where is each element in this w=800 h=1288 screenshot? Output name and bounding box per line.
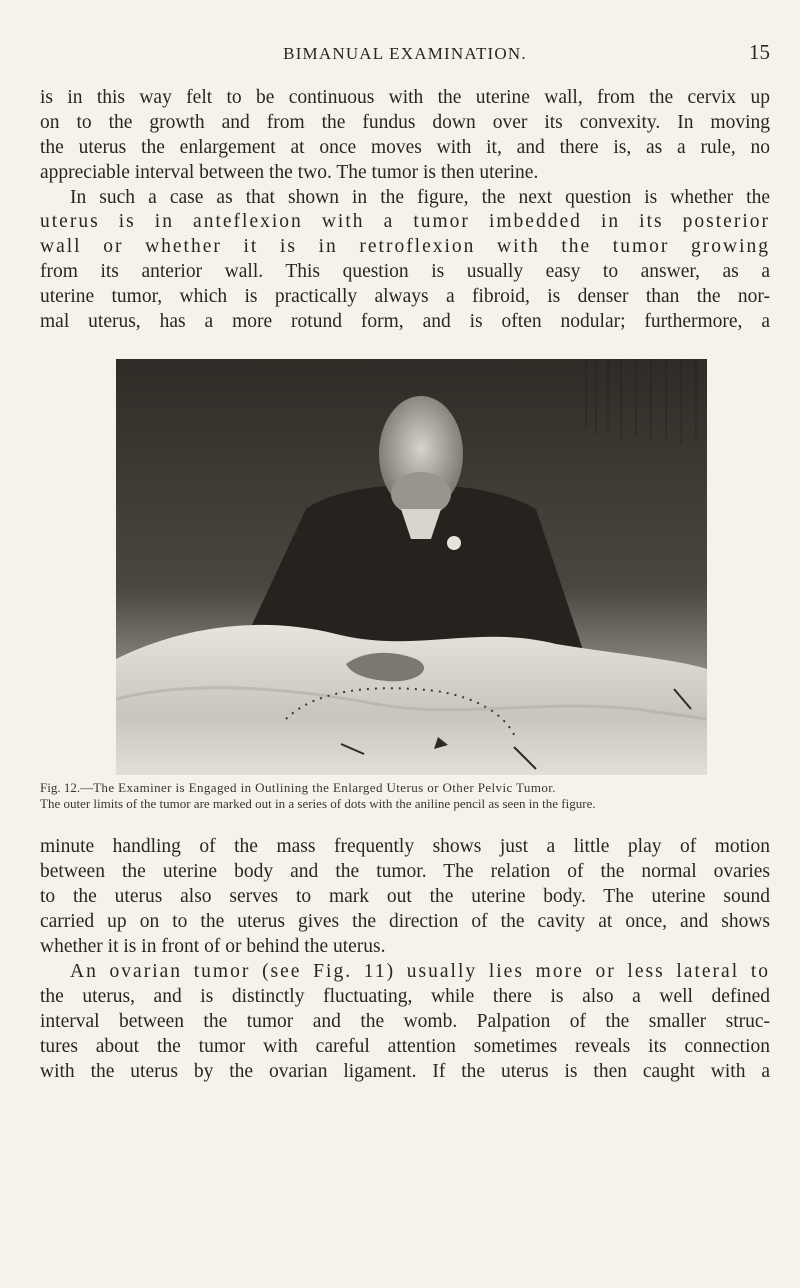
figure-photograph xyxy=(116,359,707,775)
running-title: BIMANUAL EXAMINATION. xyxy=(283,44,527,63)
text-line: to the uterus also serves to mark out the uterine body. The uterine sound xyxy=(40,886,770,907)
examination-photo-illustration xyxy=(116,359,707,775)
text-line: An ovarian tumor (see Fig. 11) usually lies more or less lateral to xyxy=(70,961,770,982)
text-line: wall or whether it is in retroflexion with the tumor growing xyxy=(40,236,770,257)
text-line: the uterus, and is distinctly fluctuating, while there is also a well defined xyxy=(40,986,770,1007)
figure-title-line: Fig. 12.—The Examiner is Engaged in Outlining the Enlarged Uterus or Other Pelvic Tumor. xyxy=(40,780,556,795)
text-line: minute handling of the mass frequently shows just a little play of motion xyxy=(40,836,770,857)
running-head xyxy=(40,40,770,68)
figure-label: Fig. 12. xyxy=(40,780,81,795)
text-line: is in this way felt to be continuous with the uterine wall, from the cervix up xyxy=(40,87,770,108)
text-line: whether it is in front of or behind the uterus. xyxy=(40,936,386,957)
text-line: interval between the tumor and the womb. Palpation of the smaller struc- xyxy=(40,1011,770,1032)
figure-caption xyxy=(40,780,770,811)
text-line: mal uterus, has a more rotund form, and is often nodular; furthermore, a xyxy=(40,311,770,332)
page-number: 15 xyxy=(749,40,770,64)
text-line: appreciable interval between the two. The tumor is then uterine. xyxy=(40,162,539,183)
text-line: In such a case as that shown in the figure, the next question is whether the xyxy=(70,187,770,208)
text-line: on to the growth and from the fundus down over its convexity. In moving xyxy=(40,112,770,133)
text-line: tures about the tumor with careful attention sometimes reveals its connection xyxy=(40,1036,770,1057)
text-line: with the uterus by the ovarian ligament. If the uterus is then caught with a xyxy=(40,1061,770,1082)
text-line: from its anterior wall. This question is usually easy to answer, as a xyxy=(40,261,770,282)
text-line: the uterus the enlargement at once moves with it, and there is, as a rule, no xyxy=(40,137,770,158)
text-line: uterus is in anteflexion with a tumor imbedded in its posterior xyxy=(40,211,770,232)
text-line: between the uterine body and the tumor. The relation of the normal ovaries xyxy=(40,861,770,882)
text-line: carried up on to the uterus gives the direction of the cavity at once, and shows xyxy=(40,911,770,932)
figure-title: The Examiner is Engaged in Outlining the Enlarged Uterus or Other Pelvic Tumor. xyxy=(93,780,556,795)
figure-caption-text: The outer limits of the tumor are marked out in a series of dots with the aniline pencil as seen in the figure. xyxy=(40,795,596,811)
text-line: uterine tumor, which is practically always a fibroid, is denser than the nor- xyxy=(40,286,770,307)
